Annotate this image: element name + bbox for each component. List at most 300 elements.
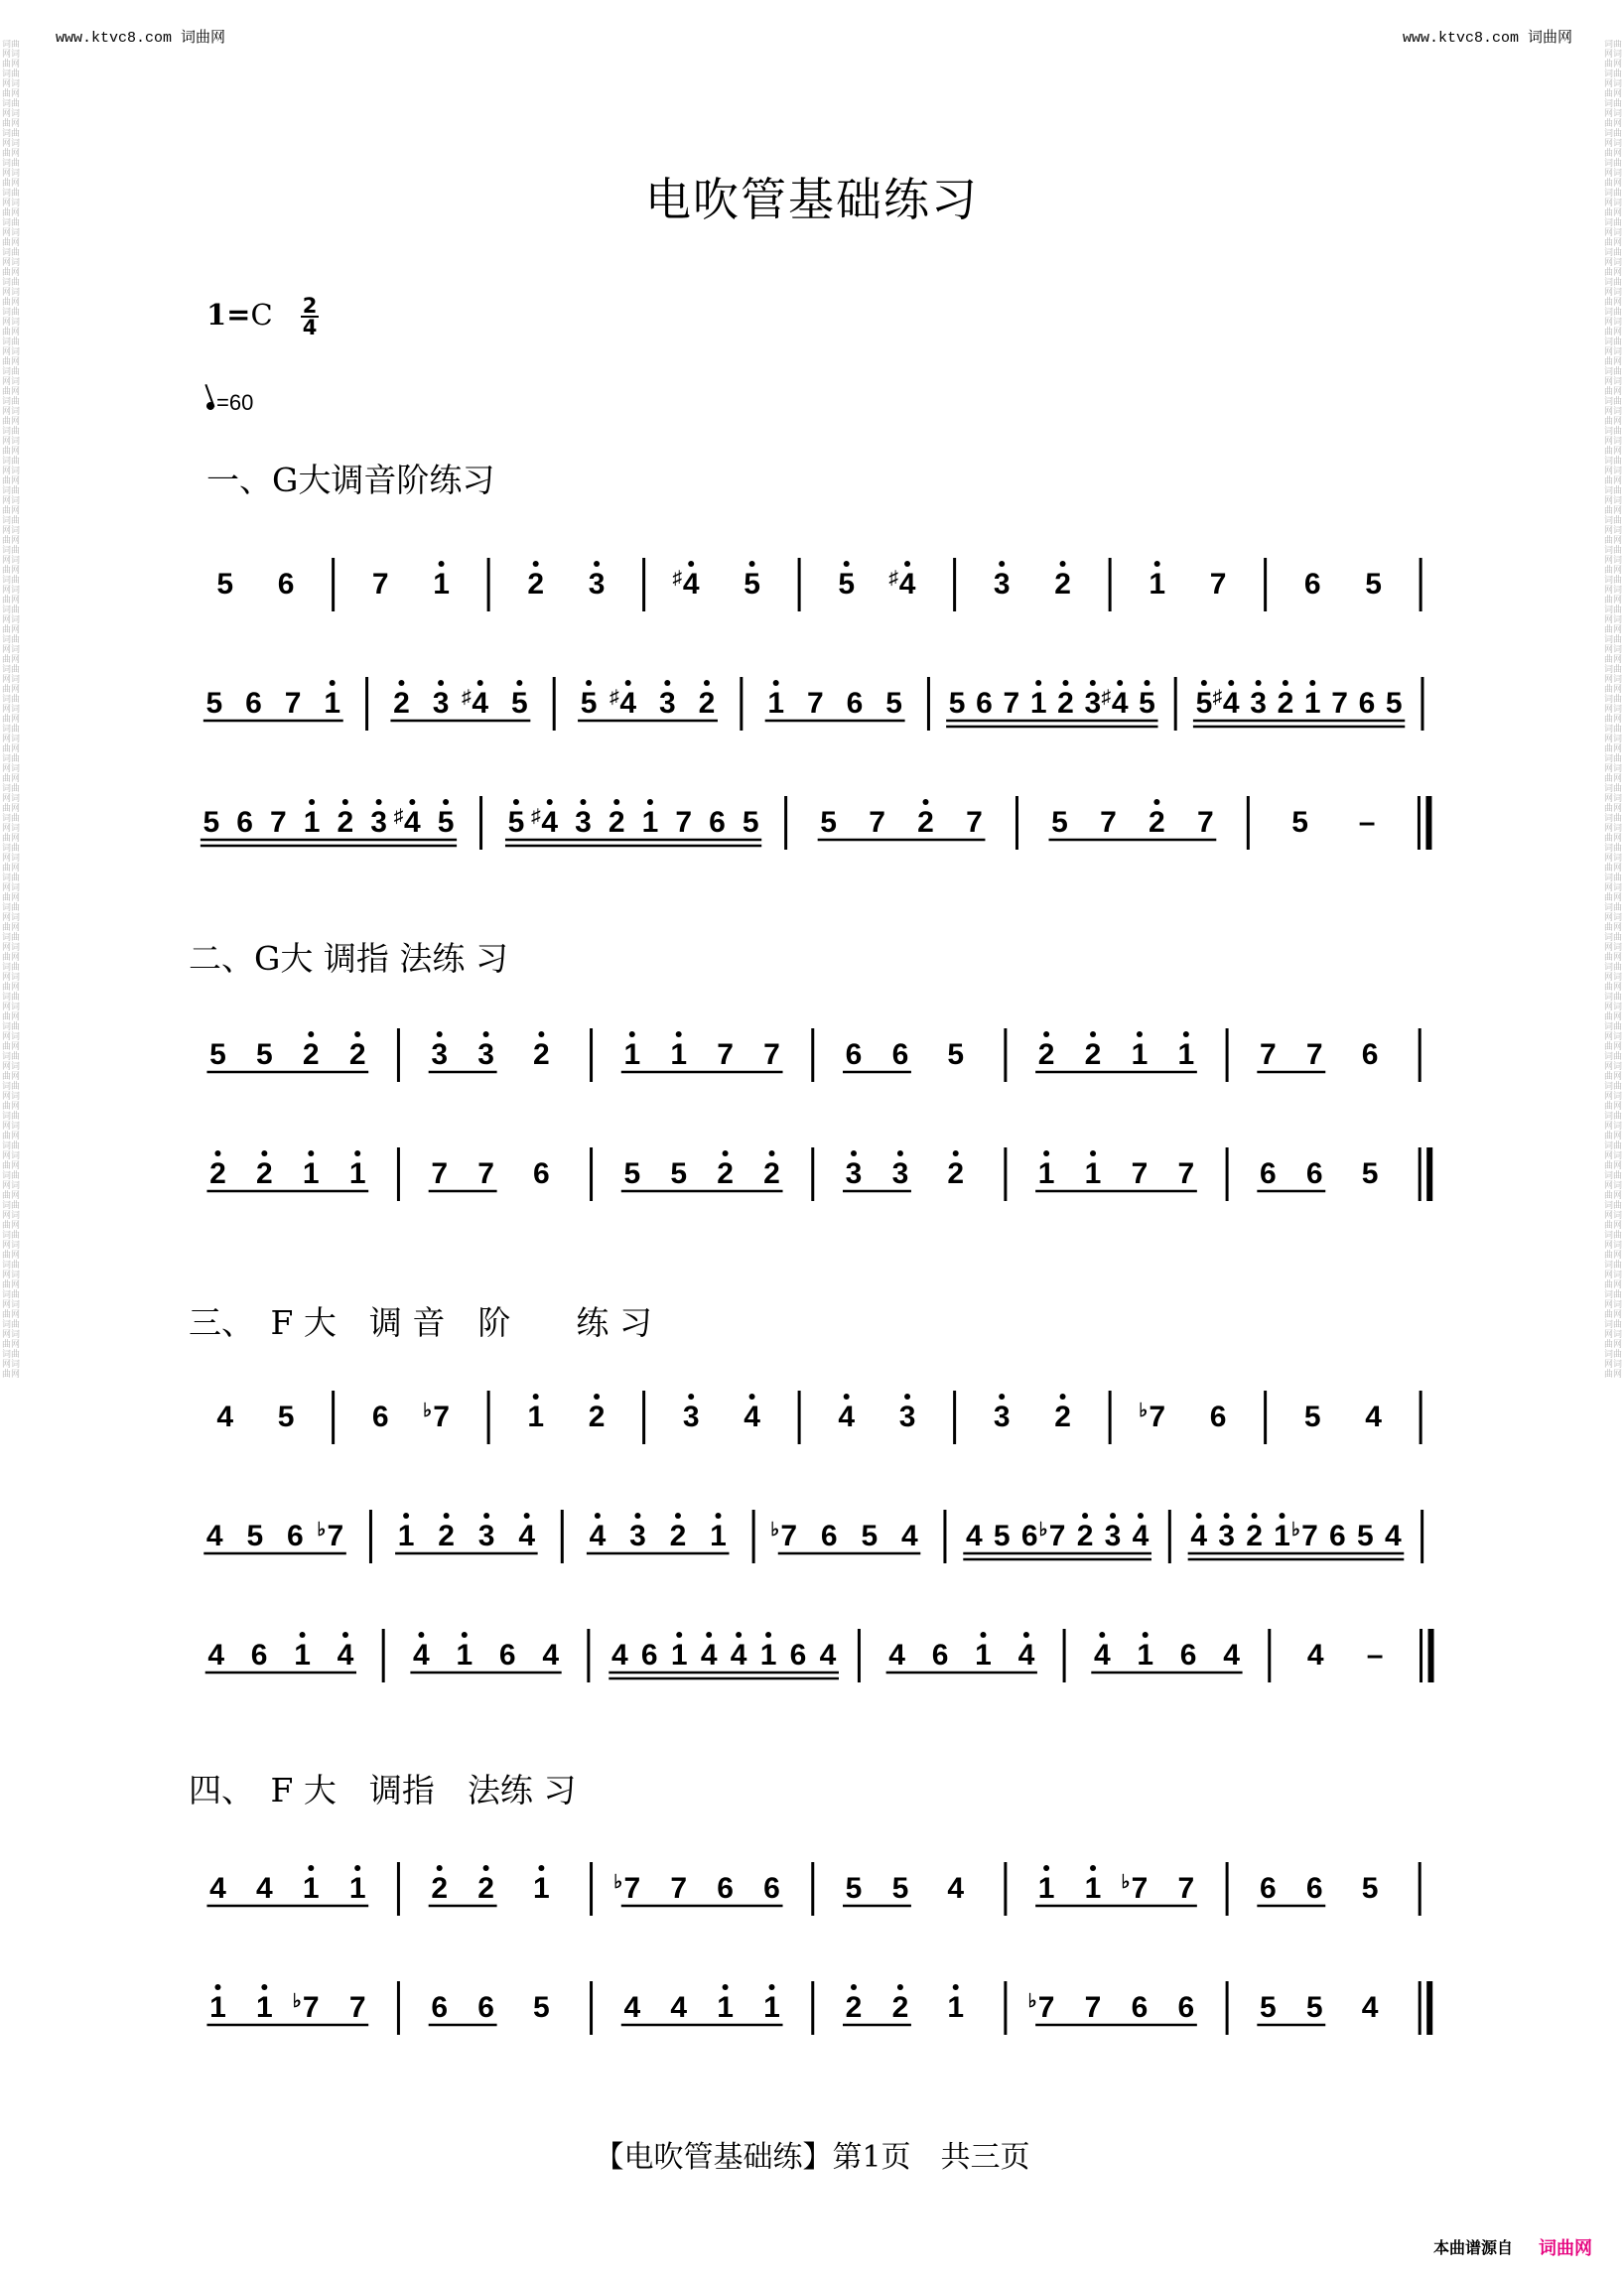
note: 4 (404, 806, 421, 839)
note: 1 (1131, 1038, 1149, 1071)
note: 2 (608, 806, 625, 839)
octave-dot (1090, 1150, 1096, 1156)
note: 4 (947, 1872, 965, 1905)
note: 5 (1305, 1991, 1323, 2024)
octave-dot (1153, 799, 1159, 805)
accidental: ♭ (770, 1520, 780, 1541)
tempo-value: =60 (216, 390, 254, 415)
octave-dot (736, 1632, 742, 1638)
note: 3 (477, 1038, 494, 1071)
octave-dot (629, 1031, 635, 1037)
octave-dot (851, 1984, 857, 1990)
note: 1 (527, 1401, 545, 1433)
octave-dot (923, 799, 929, 805)
octave-dot (1228, 680, 1234, 686)
note: 4 (700, 1639, 718, 1672)
note: 4 (838, 1401, 856, 1433)
note: 6 (1260, 1157, 1277, 1190)
note: 7 (348, 1991, 366, 2024)
note: 1 (767, 687, 785, 720)
note: 6 (1020, 1520, 1038, 1552)
note: 4 (472, 687, 489, 720)
note: 6 (709, 806, 726, 839)
octave-dot (676, 1632, 682, 1638)
note: 5 (580, 687, 598, 720)
note: 5 (1361, 1872, 1379, 1905)
octave-dot (749, 561, 755, 567)
note: 5 (1361, 1157, 1379, 1190)
note: 7 (763, 1038, 780, 1071)
note: 1 (256, 1991, 273, 2024)
note: 2 (698, 687, 716, 720)
note: 4 (610, 1639, 628, 1672)
note: 1 (533, 1872, 550, 1905)
octave-dot (647, 799, 653, 805)
note: 2 (1076, 1520, 1094, 1552)
note: 5 (993, 1520, 1011, 1552)
note: 6 (250, 1639, 268, 1672)
note: 5 (1051, 806, 1068, 839)
octave-dot (462, 1632, 468, 1638)
header-right: www.ktvc8.com 词曲网 (1402, 30, 1572, 47)
octave-dot (723, 1984, 729, 1990)
octave-dot (308, 1865, 314, 1871)
note: 7 (371, 568, 389, 601)
note: 2 (477, 1872, 494, 1905)
octave-dot (342, 1632, 348, 1638)
octave-dot (1043, 1150, 1049, 1156)
page-footer: 【电吹管基础练】第1页 共三页 (594, 2140, 1030, 2175)
note: 7 (1260, 1038, 1277, 1071)
note: 6 (846, 687, 864, 720)
octave-dot (409, 799, 415, 805)
note: 6 (845, 1038, 863, 1071)
octave-dot (765, 1632, 771, 1638)
note: 5 (203, 806, 220, 839)
note: 1 (1149, 568, 1166, 601)
note: 4 (1306, 1639, 1324, 1672)
note: 6 (371, 1401, 389, 1433)
note: 5 (511, 687, 528, 720)
note: 4 (965, 1520, 983, 1552)
note: 1 (759, 1639, 777, 1672)
note: 1 (302, 1157, 320, 1190)
note: 1 (348, 1872, 366, 1905)
brand-logo: 词曲网 (1539, 2238, 1592, 2259)
accidental: ♯ (672, 568, 682, 589)
note: 5 (209, 1038, 226, 1071)
octave-dot (980, 1632, 986, 1638)
octave-dot (749, 1394, 755, 1400)
octave-dot (688, 1394, 694, 1400)
note: 2 (845, 1991, 863, 2024)
note: 6 (1305, 1872, 1323, 1905)
key-tonic: C (250, 298, 273, 332)
octave-dot (664, 680, 670, 686)
note: 1 (433, 568, 450, 601)
note: 5 (885, 687, 902, 720)
note: 7 (1084, 1991, 1102, 2024)
octave-dot (483, 1513, 489, 1519)
octave-dot (676, 1031, 682, 1037)
note: 7 (433, 1401, 450, 1433)
note: 4 (1384, 1520, 1402, 1552)
accidental: ♯ (609, 687, 619, 708)
octave-dot (1117, 680, 1123, 686)
accidental: ♯ (888, 568, 898, 589)
note: 2 (533, 1038, 550, 1071)
note: 5 (277, 1401, 295, 1433)
note: 3 (682, 1401, 700, 1433)
note: 1 (975, 1639, 992, 1672)
note: 4 (1093, 1639, 1111, 1672)
note: 4 (209, 1872, 226, 1905)
octave-dot (1143, 1632, 1149, 1638)
note: 1 (710, 1520, 727, 1552)
octave-dot (444, 1513, 450, 1519)
note: 1 (670, 1038, 688, 1071)
octave-dot (261, 1984, 267, 1990)
octave-dot (769, 1984, 775, 1990)
note: 4 (256, 1872, 273, 1905)
note: 7 (477, 1157, 494, 1190)
note: 2 (891, 1991, 909, 2024)
octave-dot (538, 1031, 544, 1037)
octave-dot (398, 680, 404, 686)
note: 5 (742, 806, 759, 839)
note: 6 (431, 1991, 449, 2024)
note: 7 (284, 687, 302, 720)
section-title-1: 一、G大调音阶练习 (206, 461, 495, 499)
note: 5 (861, 1520, 879, 1552)
note: 5 (744, 568, 760, 601)
octave-dot (844, 1394, 850, 1400)
octave-dot (1082, 1513, 1088, 1519)
octave-dot (1280, 1513, 1286, 1519)
note: 2 (1054, 568, 1071, 601)
note: 4 (1017, 1639, 1035, 1672)
note: 7 (1177, 1872, 1195, 1905)
note: 6 (1358, 687, 1376, 720)
note: 4 (619, 687, 637, 720)
octave-dot (595, 1513, 601, 1519)
octave-dot (613, 799, 619, 805)
note: 2 (1057, 687, 1074, 720)
note: 7 (1037, 1991, 1055, 2024)
octave-dot (1062, 680, 1068, 686)
note: 2 (947, 1157, 965, 1190)
octave-dot (1090, 680, 1096, 686)
note: 4 (819, 1639, 837, 1672)
note: 1 (1029, 687, 1047, 720)
note: 4 (216, 1401, 234, 1433)
octave-dot (1252, 1513, 1258, 1519)
note: 7 (1131, 1157, 1149, 1190)
note: 7 (1331, 687, 1348, 720)
note: 3 (588, 568, 606, 601)
note: 6 (1177, 1991, 1195, 2024)
note: 2 (431, 1872, 449, 1905)
note: 5 (845, 1872, 863, 1905)
note: 6 (763, 1872, 780, 1905)
note: 6 (820, 1520, 838, 1552)
note: 3 (658, 687, 676, 720)
octave-dot (354, 1865, 360, 1871)
note: 5 (838, 568, 856, 601)
note: 7 (1177, 1157, 1195, 1190)
octave-dot (1201, 680, 1207, 686)
note: 3 (1084, 687, 1102, 720)
octave-dot (1138, 1513, 1144, 1519)
octave-dot (524, 1513, 530, 1519)
note: 5 (947, 1038, 965, 1071)
note: 3 (1250, 687, 1267, 720)
note: 5 (205, 687, 223, 720)
note: 2 (302, 1038, 320, 1071)
note: 5 (1139, 687, 1155, 720)
note: 1 (303, 806, 321, 839)
note: 1 (717, 1991, 734, 2024)
note: 7 (670, 1872, 688, 1905)
note: 1 (1084, 1872, 1102, 1905)
note: 4 (541, 806, 559, 839)
octave-dot (851, 1150, 857, 1156)
header-left: www.ktvc8.com 词曲网 (56, 30, 226, 47)
section-title-2: 二、G大 调指 法练 习 (189, 939, 508, 978)
octave-dot (516, 680, 522, 686)
note: 3 (629, 1520, 646, 1552)
note: 5 (437, 806, 455, 839)
note: 4 (900, 1520, 918, 1552)
note: 7 (675, 806, 693, 839)
accidental: ♯ (1101, 687, 1111, 708)
octave-dot (354, 1150, 360, 1156)
octave-dot (403, 1513, 409, 1519)
octave-dot (439, 561, 445, 567)
note: 4 (1190, 1520, 1208, 1552)
note: 6 (1305, 1157, 1323, 1190)
octave-dot (897, 1984, 903, 1990)
note: 5 (1303, 1401, 1321, 1433)
note: 4 (207, 1639, 225, 1672)
note: 4 (413, 1639, 430, 1672)
note: 1 (1037, 1157, 1055, 1190)
octave-dot (533, 561, 539, 567)
note: 7 (1100, 806, 1117, 839)
note: 5 (1365, 568, 1382, 601)
note: 2 (1277, 687, 1294, 720)
octave-dot (1060, 561, 1066, 567)
octave-dot (1183, 1031, 1189, 1037)
section-title-4: 四、 F 大 调指 法练 习 (189, 1771, 577, 1809)
note: 6 (976, 687, 993, 720)
octave-dot (1309, 680, 1315, 686)
note: 7 (302, 1991, 320, 2024)
octave-dot (309, 799, 315, 805)
accidental: ♭ (613, 1872, 623, 1893)
note: – (1358, 806, 1376, 839)
note: 7 (1305, 1038, 1323, 1071)
accidental: ♭ (1038, 1520, 1048, 1541)
octave-dot (1035, 680, 1041, 686)
note: 7 (270, 806, 287, 839)
accidental: ♭ (1139, 1401, 1149, 1421)
note: 4 (888, 1639, 905, 1672)
octave-dot (594, 1394, 600, 1400)
octave-dot (594, 561, 600, 567)
note: 4 (670, 1991, 688, 2024)
note: 4 (744, 1401, 760, 1433)
note: 7 (327, 1520, 344, 1552)
octave-dot (904, 1394, 910, 1400)
note: 1 (1274, 1520, 1290, 1552)
note: 1 (1137, 1639, 1154, 1672)
note: 6 (1179, 1639, 1197, 1672)
octave-dot (953, 1984, 959, 1990)
octave-dot (1060, 1394, 1066, 1400)
note: 6 (931, 1639, 949, 1672)
octave-dot (1224, 1513, 1230, 1519)
note: 5 (1291, 806, 1308, 839)
note: 1 (348, 1157, 366, 1190)
accidental: ♭ (1027, 1991, 1037, 2012)
note: 3 (432, 687, 450, 720)
note: 7 (1209, 568, 1227, 601)
note: 3 (898, 1401, 916, 1433)
octave-dot (1023, 1632, 1029, 1638)
note: 6 (717, 1872, 734, 1905)
octave-dot (477, 680, 483, 686)
note: 7 (966, 806, 983, 839)
octave-dot (443, 799, 449, 805)
note: 5 (507, 806, 525, 839)
note: 3 (370, 806, 387, 839)
note: 2 (1054, 1401, 1071, 1433)
note: 6 (245, 687, 262, 720)
accidental: ♯ (1212, 687, 1222, 708)
octave-dot (376, 799, 382, 805)
note: 5 (1356, 1520, 1374, 1552)
note: 4 (1132, 1520, 1150, 1552)
note: 3 (477, 1520, 495, 1552)
note: – (1366, 1639, 1384, 1672)
note: 3 (845, 1157, 863, 1190)
octave-dot (1043, 1865, 1049, 1871)
note: 2 (256, 1157, 273, 1190)
octave-dot (308, 1031, 314, 1037)
octave-dot (437, 1865, 443, 1871)
note: 6 (477, 1991, 494, 2024)
note: 4 (542, 1639, 560, 1672)
note: 6 (1260, 1872, 1277, 1905)
note: 1 (1084, 1157, 1102, 1190)
note: 6 (1361, 1038, 1379, 1071)
note: 1 (456, 1639, 474, 1672)
accidental: ♭ (317, 1520, 327, 1541)
octave-dot (999, 1394, 1005, 1400)
note: 5 (820, 806, 837, 839)
octave-dot (904, 561, 910, 567)
note: 2 (1084, 1038, 1102, 1071)
note: 6 (1329, 1520, 1346, 1552)
note: 3 (993, 1401, 1011, 1433)
note: 1 (1177, 1038, 1195, 1071)
note: 6 (1209, 1401, 1227, 1433)
note: 5 (891, 1872, 909, 1905)
octave-dot (897, 1150, 903, 1156)
note: 4 (1111, 687, 1129, 720)
note: 1 (670, 1639, 688, 1672)
octave-dot (1090, 1031, 1096, 1037)
note: 2 (763, 1157, 780, 1190)
note: 6 (1131, 1991, 1149, 2024)
octave-dot (675, 1513, 681, 1519)
note: 4 (589, 1520, 607, 1552)
octave-dot (354, 1031, 360, 1037)
octave-dot (330, 680, 336, 686)
octave-dot (586, 680, 592, 686)
note: 5 (533, 1991, 550, 2024)
note: 2 (588, 1401, 606, 1433)
note: 3 (993, 568, 1011, 601)
octave-dot (1145, 680, 1150, 686)
note: 3 (1218, 1520, 1235, 1552)
note: 4 (205, 1520, 223, 1552)
octave-dot (1099, 1632, 1105, 1638)
note: 7 (623, 1872, 641, 1905)
note: 6 (789, 1639, 807, 1672)
octave-dot (418, 1632, 424, 1638)
note: 6 (891, 1038, 909, 1071)
accidental: ♯ (530, 806, 541, 827)
octave-dot (1196, 1513, 1202, 1519)
note: 1 (947, 1991, 965, 2024)
note: 2 (209, 1157, 226, 1190)
accidental: ♭ (292, 1991, 302, 2012)
octave-dot (437, 1031, 443, 1037)
octave-dot (580, 799, 586, 805)
note: 1 (294, 1639, 311, 1672)
octave-dot (953, 1150, 959, 1156)
note: 2 (669, 1520, 687, 1552)
note: 4 (337, 1639, 354, 1672)
note: 5 (216, 568, 234, 601)
note: 6 (286, 1520, 304, 1552)
note: 5 (1195, 687, 1213, 720)
watermark-strip-right: 词曲网词曲网词曲网词曲网词曲网词曲网词曲网词曲网词曲网词曲网词曲网词曲网词曲网词曲网词曲网词曲网词曲网词曲网词曲网词曲网词曲网词曲网词曲网词曲网词曲网词曲网词曲网词曲网词曲网词曲网词曲网词曲网词曲网词曲网词曲网词曲网词曲网词曲网词曲网词曲网词曲网词曲网词曲网词曲网词曲网词曲网词曲网词曲网词曲网词曲网词曲网词曲网词曲网词曲网词曲网词曲网词曲网词曲网词曲网词曲网词曲网词曲网词曲网词曲网词曲网词曲网词曲网词曲网词曲网词曲网词曲网词曲网词曲网词曲网词曲网词曲网词曲网词曲网词曲网词曲网词曲网词曲网词曲网词曲网词曲网词曲网词曲网词曲网词曲网词曲网 (1603, 40, 1622, 1380)
note: 2 (1037, 1038, 1055, 1071)
note: 1 (397, 1520, 415, 1552)
octave-dot (1256, 680, 1262, 686)
octave-dot (533, 1394, 539, 1400)
accidental: ♭ (1121, 1872, 1131, 1893)
note: 7 (1003, 687, 1020, 720)
note: 1 (1037, 1872, 1055, 1905)
note: 1 (623, 1038, 641, 1071)
octave-dot (483, 1865, 489, 1871)
note: 3 (891, 1157, 909, 1190)
octave-dot (483, 1031, 489, 1037)
octave-dot (342, 799, 348, 805)
octave-dot (706, 1632, 712, 1638)
accidental: ♯ (393, 806, 404, 827)
note: 2 (1246, 1520, 1263, 1552)
octave-dot (513, 799, 519, 805)
note: 7 (806, 687, 824, 720)
note: 2 (717, 1157, 734, 1190)
octave-dot (261, 1150, 267, 1156)
time-top: 2 (302, 294, 318, 318)
